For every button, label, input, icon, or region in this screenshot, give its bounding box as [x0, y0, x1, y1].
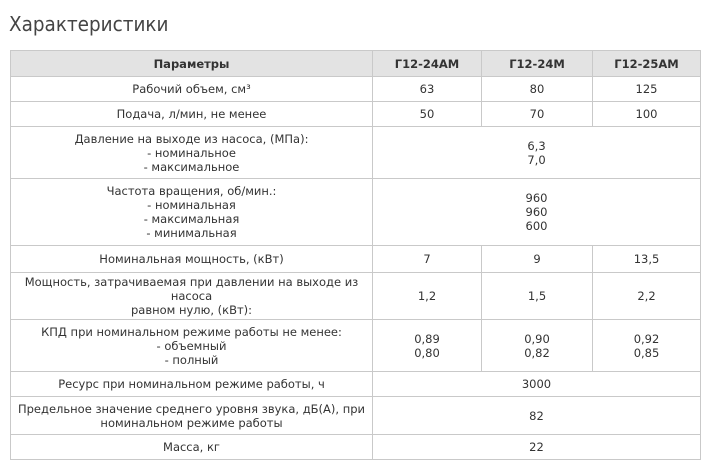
value-cell: 1,5	[482, 273, 593, 320]
value-cell: 1,2	[373, 273, 482, 320]
param-cell: Частота вращения, об/мин.: - номинальная - максимальная - минимальная	[11, 179, 373, 246]
value-cell: 0,92 0,85	[593, 320, 701, 372]
param-cell: Давление на выходе из насоса, (МПа): - номинальное - максимальное	[11, 127, 373, 179]
header-g12-24m: Г12-24М	[482, 51, 593, 77]
header-g12-25am: Г12-25АМ	[593, 51, 701, 77]
param-cell: Мощность, затрачиваемая при давлении на выходе из насоса равном нулю, (кВт):	[11, 273, 373, 320]
merged-value-cell: 960 960 600	[373, 179, 701, 246]
param-cell: Номинальная мощность, (кВт)	[11, 246, 373, 273]
header-g12-24am: Г12-24АМ	[373, 51, 482, 77]
table-row	[11, 372, 701, 397]
header-parameters: Параметры	[11, 51, 373, 77]
value-cell: 13,5	[593, 246, 701, 273]
value-cell: 9	[482, 246, 593, 273]
param-cell: Масса, кг	[11, 435, 373, 460]
param-cell: Предельное значение среднего уровня звука, дБ(А), при номинальном режиме работы	[11, 397, 373, 435]
table-row	[11, 127, 701, 179]
value-cell: 80	[482, 77, 593, 102]
merged-value-cell: 3000	[373, 372, 701, 397]
value-cell: 63	[373, 77, 482, 102]
table-header-row	[11, 51, 701, 77]
table-row	[11, 102, 701, 127]
value-cell: 70	[482, 102, 593, 127]
table-row	[11, 320, 701, 372]
specs-table	[10, 50, 701, 460]
param-cell: Подача, л/мин, не менее	[11, 102, 373, 127]
value-cell: 2,2	[593, 273, 701, 320]
merged-value-cell: 82	[373, 397, 701, 435]
value-cell: 50	[373, 102, 482, 127]
value-cell: 0,89 0,80	[373, 320, 482, 372]
table-row	[11, 273, 701, 320]
merged-value-cell: 6,3 7,0	[373, 127, 701, 179]
param-cell: Рабочий объем, см³	[11, 77, 373, 102]
page-title: Характеристики	[9, 12, 169, 36]
value-cell: 100	[593, 102, 701, 127]
value-cell: 7	[373, 246, 482, 273]
table-row	[11, 397, 701, 435]
table-row	[11, 246, 701, 273]
table-row	[11, 435, 701, 460]
merged-value-cell: 22	[373, 435, 701, 460]
value-cell: 125	[593, 77, 701, 102]
table-row	[11, 77, 701, 102]
value-cell: 0,90 0,82	[482, 320, 593, 372]
param-cell: Ресурс при номинальном режиме работы, ч	[11, 372, 373, 397]
param-cell: КПД при номинальном режиме работы не менее: - объемный - полный	[11, 320, 373, 372]
table-row	[11, 179, 701, 246]
